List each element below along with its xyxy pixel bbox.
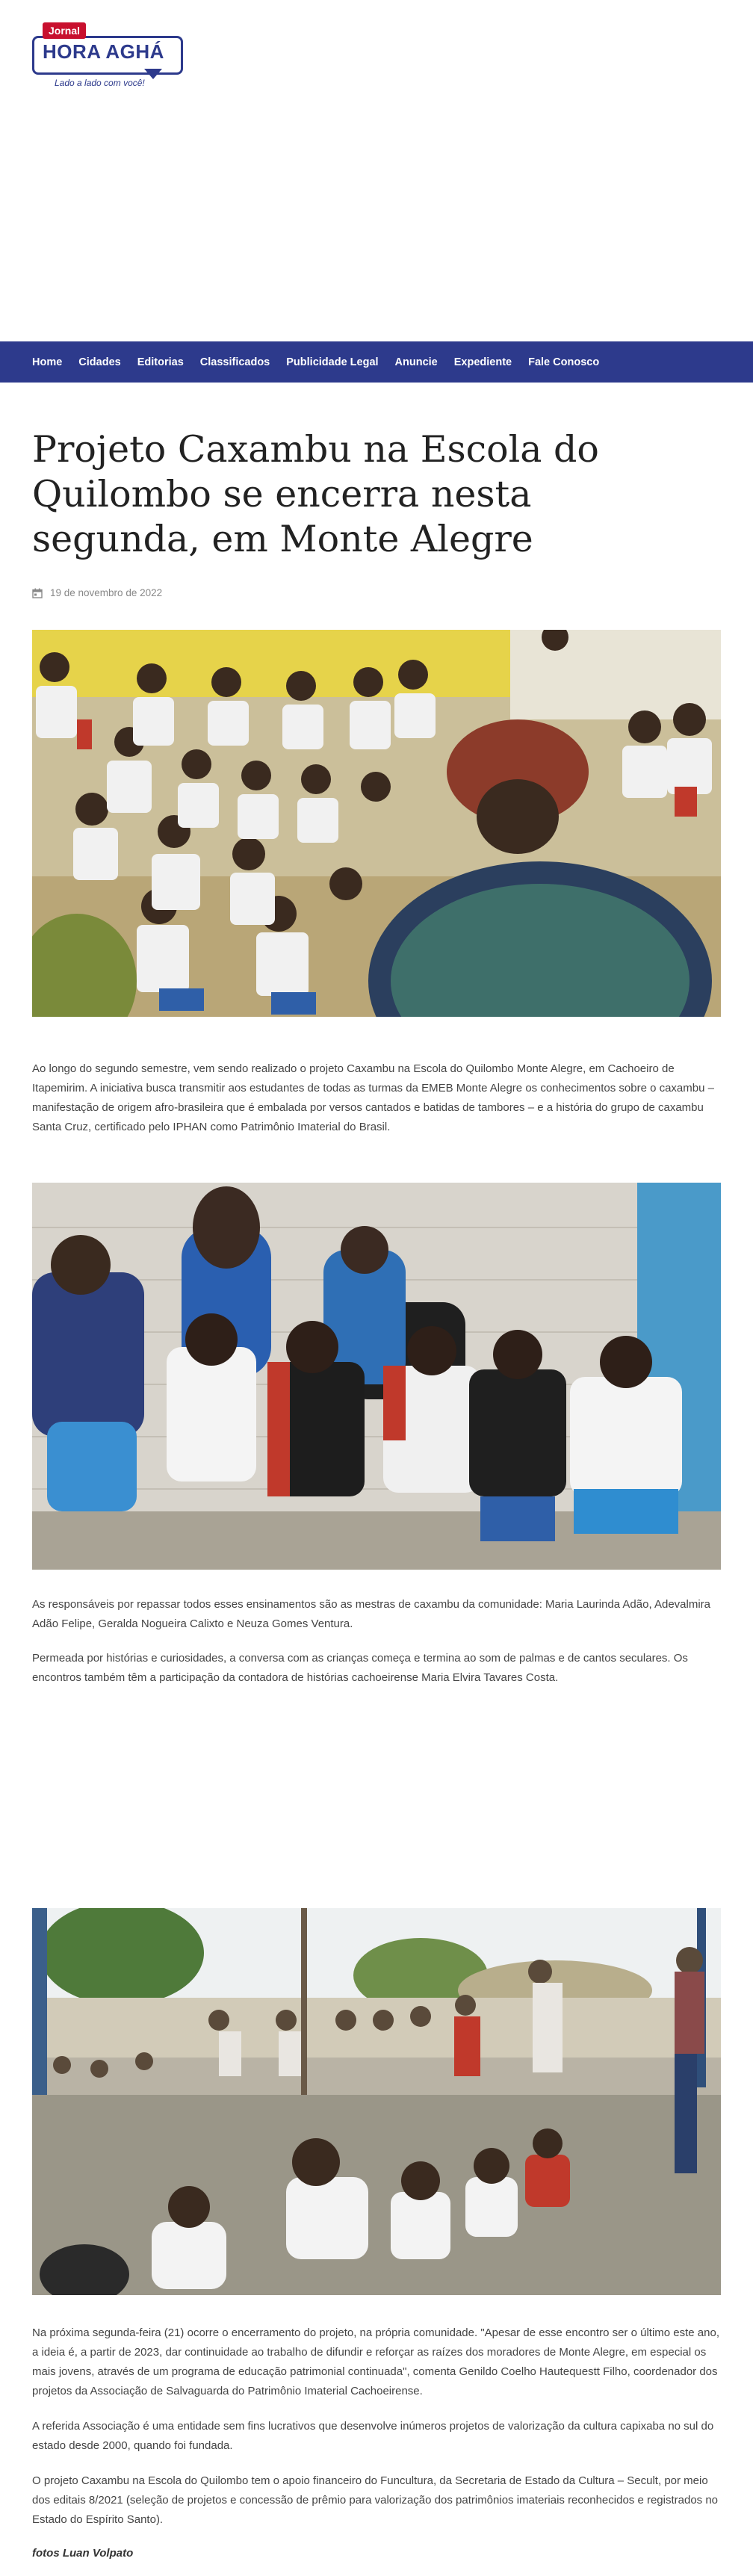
article-date [32, 587, 162, 598]
nav-item-classificados[interactable]: Classificados [199, 356, 270, 368]
nav-item-cidades[interactable]: Cidades [78, 356, 121, 368]
nav-item-home[interactable]: Home [32, 356, 63, 368]
logo-speech-tail [144, 69, 162, 79]
nav-item-expediente[interactable]: Expediente [453, 356, 512, 368]
site-logo[interactable] [32, 22, 185, 93]
main-nav [0, 341, 753, 383]
article-paragraph-6: O projeto Caxambu na Escola do Quilombo tem o apoio financeiro do Funcultura, da Secretaria de Estado da Cultura – Secult, por meio dos editais 8/2021 (seleção de projetos e concessão de prêmio para valorização dos patrimônios imateriais reconhecidos e registrados no Estado do Espírito Santo). [32, 2474, 719, 2526]
article-photo-2 [32, 1183, 721, 1570]
nav-item-anuncie[interactable]: Anuncie [394, 356, 438, 368]
article-paragraph-5: A referida Associação é uma entidade sem fins lucrativos que desenvolve inúmeros projetos de valorização da cultura capixaba no sul do estado desde 2000, quando foi fundada. [32, 2420, 714, 2452]
article-paragraph-3: Permeada por histórias e curiosidades, a conversa com as crianças começa e termina ao som de palmas e de cantos seculares. Os encontros também têm a participação da contadora de histórias cachoeirense Maria Elvira Tavares Costa. [32, 1652, 688, 1684]
article-paragraph-4: Na próxima segunda-feira (21) ocorre o encerramento do projeto, na própria comunidade. "Apesar de esse encontro ser o último este ano, a ideia é, a partir de 2023, dar continuidade ao trabalho de difundir e reforçar as raízes dos moradores de Monte Alegre, em especial os mais jovens, através de um programa de educação patrimonial continuada", comenta Genildo Coelho Hautequestt Filho, coordenador dos projetos da Associação de Salvaguarda do Patrimônio Imaterial Cachoeirense. [32, 2326, 720, 2397]
article-title: Projeto Caxambu na Escola do Quilombo se encerra nesta segunda, em Monte Alegre [32, 428, 599, 560]
article-paragraph-2: As responsáveis por repassar todos esses ensinamentos são as mestras de caxambu da comunidade: Maria Laurinda Adão, Adevalmira Adão Felipe, Geralda Nogueira Calixto e Neuza Gomes Ventura. [32, 1598, 710, 1630]
article-date-text: 19 de novembro de 2022 [50, 587, 163, 598]
nav-item-fale-conosco[interactable]: Fale Conosco [528, 356, 600, 368]
logo-tag: Jornal [43, 22, 86, 39]
nav-item-editorias[interactable]: Editorias [137, 356, 184, 368]
article-paragraph-1: Ao longo do segundo semestre, vem sendo realizado o projeto Caxambu na Escola do Quilombo Monte Alegre, em Cachoeiro de Itapemirim. A iniciativa busca transmitir aos estudantes de todas as turmas da EMEB Monte Alegre os conhecimentos sobre o caxambu – manifestação de origem afro-brasileira que é embalada por versos cantados e batidas de tambores – e a história do grupo de caxambu Santa Cruz, certificado pelo IPHAN como Patrimônio Imaterial do Brasil. [32, 1062, 714, 1133]
article-photo-1 [32, 630, 721, 1017]
logo-name: HORA AGHÁ [43, 40, 164, 63]
photo-credit: fotos Luan Volpato [32, 2547, 134, 2560]
article-photo-3 [32, 1908, 721, 2295]
nav-item-publicidade-legal[interactable]: Publicidade Legal [286, 356, 379, 368]
logo-slogan: Lado a lado com você! [55, 78, 145, 88]
calendar-icon [32, 588, 43, 598]
